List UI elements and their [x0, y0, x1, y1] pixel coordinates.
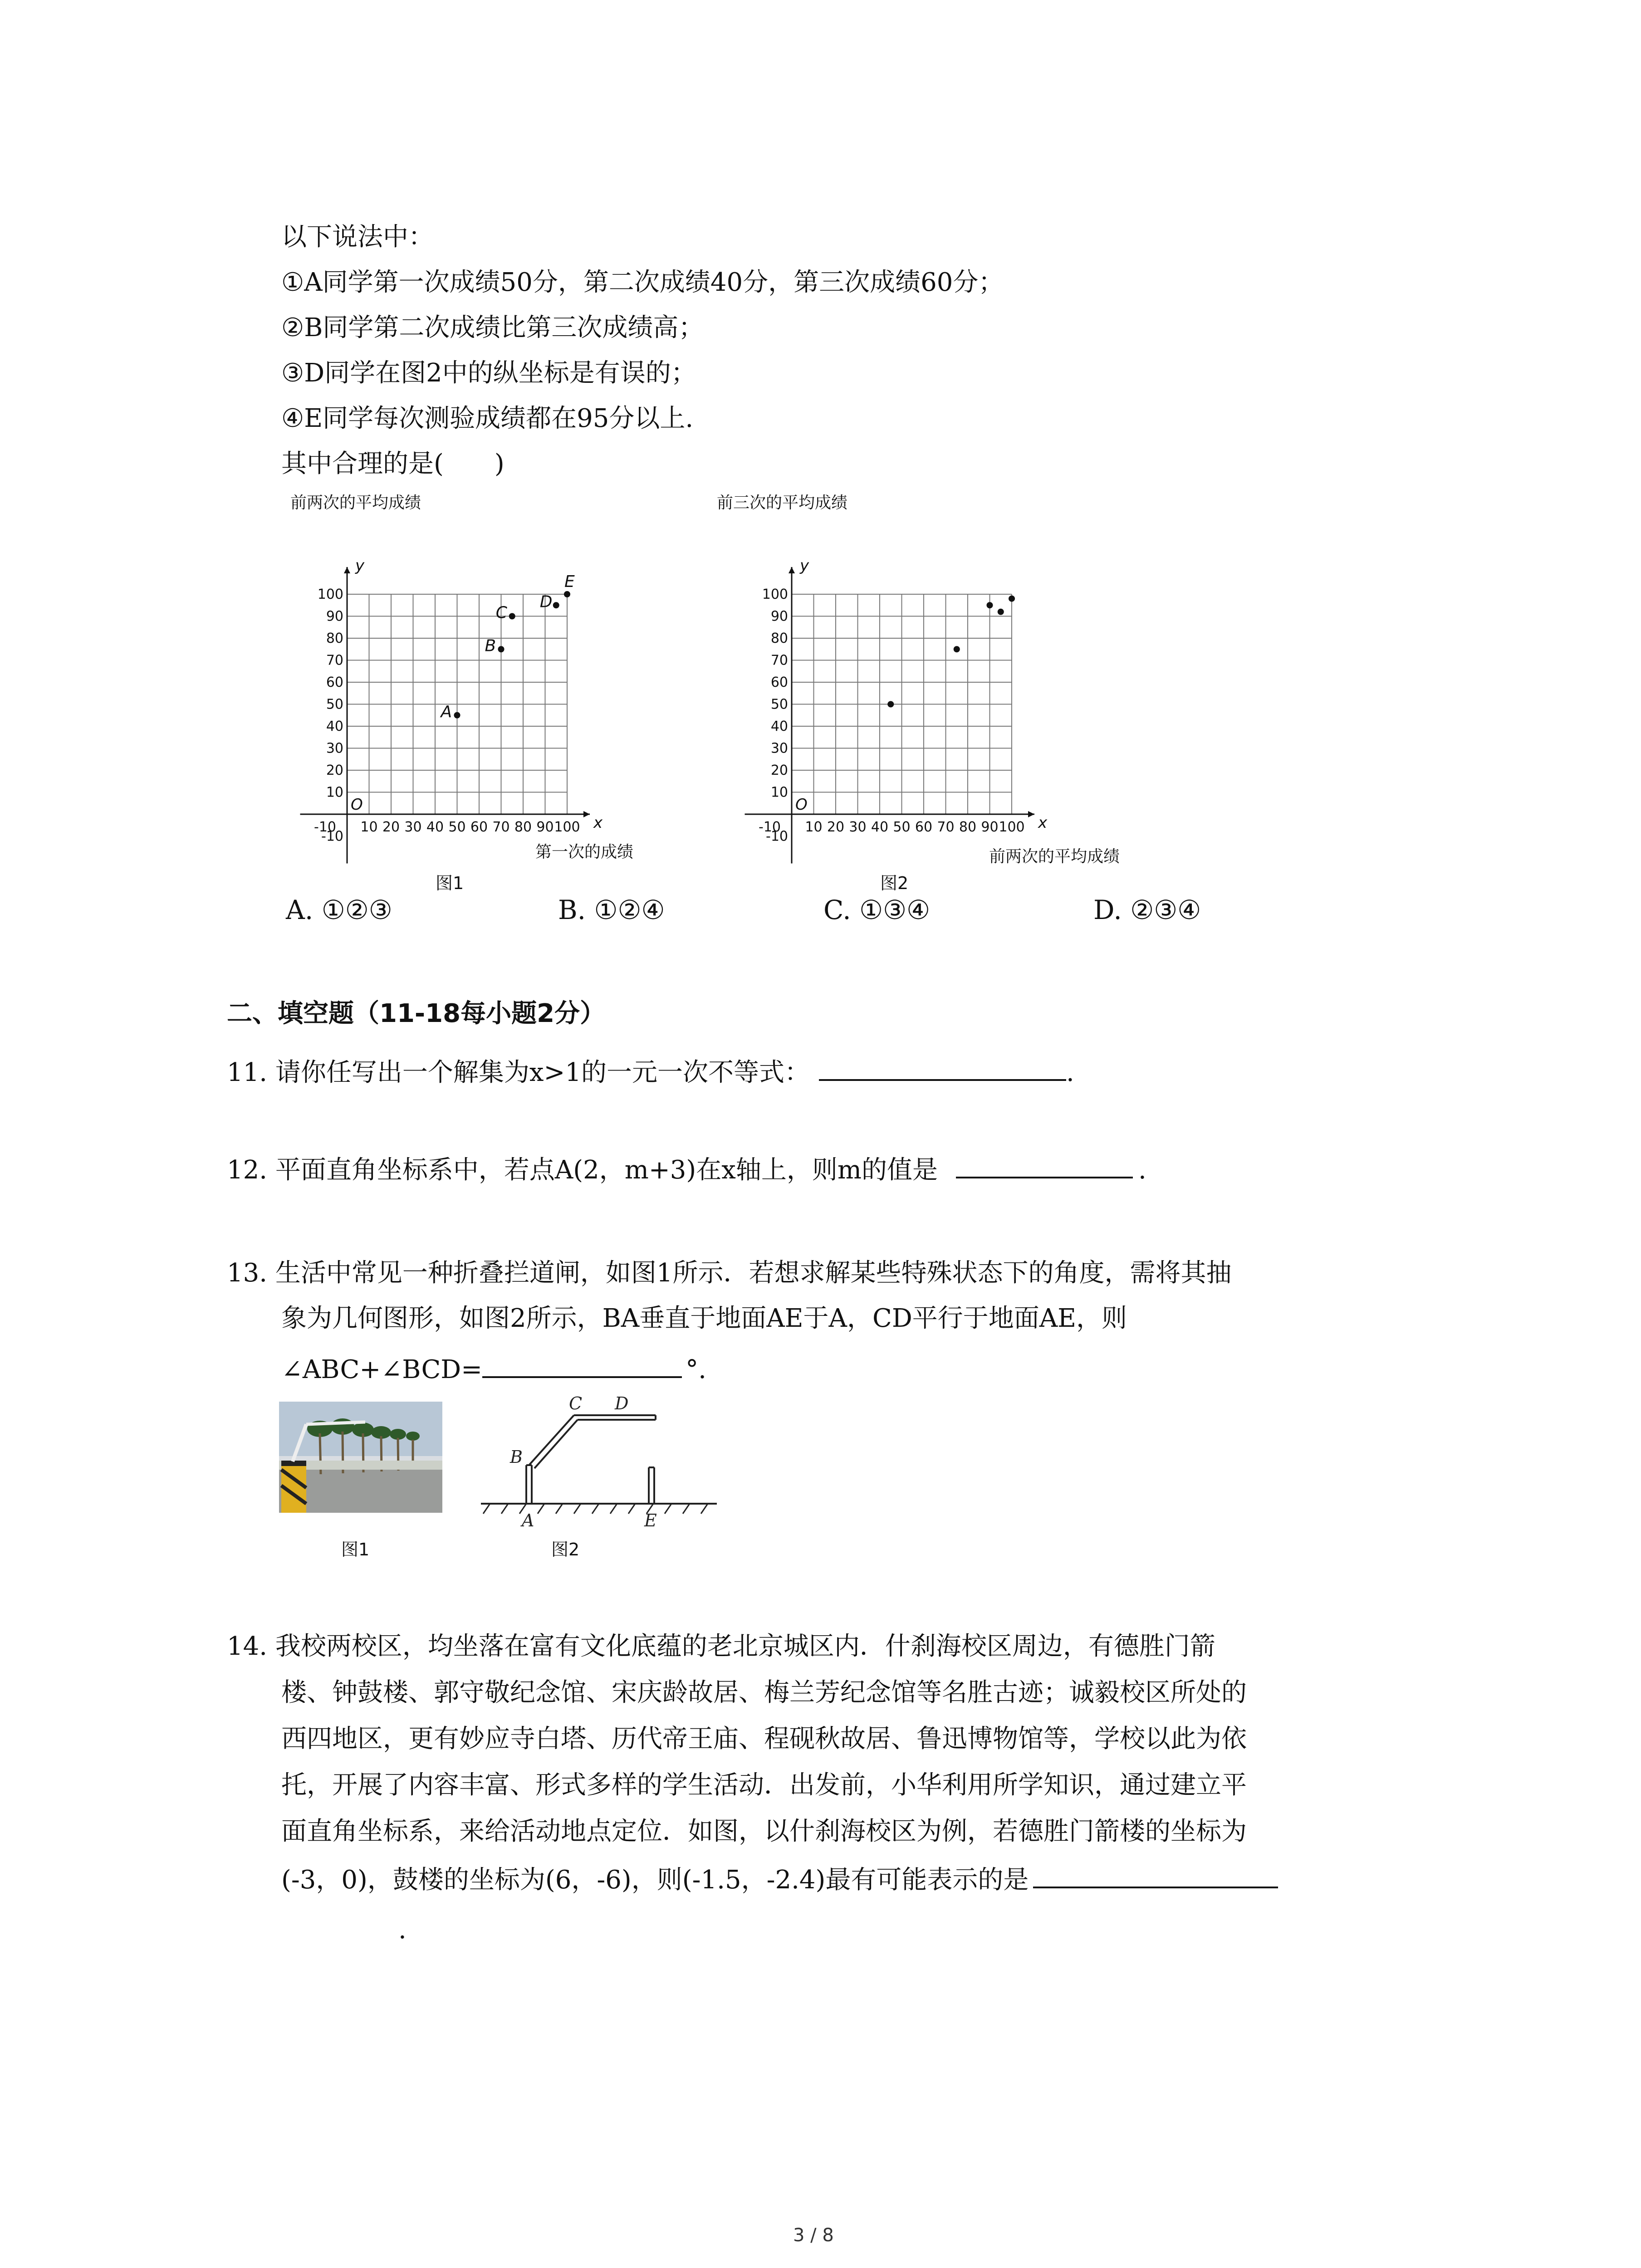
x-tick-label: 20 [827, 819, 845, 835]
y-tick-label: 90 [326, 608, 343, 625]
data-point [1009, 596, 1015, 602]
q13-line-1: 13. 生活中常见一种折叠拦道闸，如图1所示．若想求解某些特殊状态下的角度，需将其抽 [227, 1258, 1232, 1288]
q13-answer-blank[interactable] [482, 1352, 682, 1378]
q13-fig1-caption: 图1 [341, 1540, 370, 1559]
x-tick-label: 80 [959, 819, 977, 835]
q13-label-d: D [615, 1393, 629, 1413]
y-axis-arrow [789, 567, 795, 573]
point-label: E [564, 572, 575, 591]
x-tick-label: 100 [999, 819, 1025, 835]
x-tick-label: 10 [360, 819, 378, 835]
y-tick-label: 80 [770, 631, 788, 646]
y-tick-label: 20 [326, 763, 343, 778]
data-point [998, 609, 1004, 615]
q10-statement-2: ②B同学第二次成绩比第三次成绩高； [281, 313, 704, 342]
q10-statement-3: ③D同学在图2中的纵坐标是有误的； [281, 358, 696, 388]
y-tick-label: 10 [326, 784, 343, 801]
q11 [227, 1055, 1074, 1089]
barrier-gate-photo [279, 1402, 442, 1513]
barrier-gate-diagram [472, 1390, 726, 1529]
section-heading: 二、填空题（11-18每小题2分） [227, 999, 606, 1028]
x-axis-title: 前两次的平均成绩 [989, 847, 1120, 866]
q10-option-a[interactable]: A. ①②③ [286, 894, 392, 925]
y-axis-title: 前两次的平均成绩 [290, 494, 421, 512]
q11-end: . [1066, 1058, 1074, 1087]
q13-angle-expr: ∠ABC+∠BCD= [281, 1355, 483, 1384]
q13-fig2-caption: 图2 [551, 1540, 580, 1559]
data-point [509, 613, 515, 620]
y-tick-label: 100 [317, 587, 343, 602]
y-tick-label: 60 [326, 675, 343, 690]
q10-question: 其中合理的是( ) [281, 449, 505, 479]
y-tick-label: 100 [762, 587, 788, 602]
q10-option-d[interactable]: D. ②③④ [1093, 894, 1201, 925]
x-tick-label: 30 [849, 819, 867, 835]
chart-caption: 图2 [880, 873, 909, 893]
data-point [987, 602, 993, 608]
q14-line-2: 楼、钟鼓楼、郭守敬纪念馆、宋庆龄故居、梅兰芳纪念馆等名胜古迹；诚毅校区所处的 [281, 1678, 1247, 1707]
point-label: A [441, 702, 452, 721]
origin-label: O [795, 796, 808, 814]
x-tick-label: 40 [871, 819, 889, 835]
q13-line-2: 象为几何图形，如图2所示，BA垂直于地面AE于A，CD平行于地面AE，则 [281, 1304, 1127, 1333]
data-point [954, 646, 960, 652]
q13-label-c: C [569, 1393, 583, 1413]
x-tick-label: 30 [404, 819, 422, 835]
x-tick-label: 50 [448, 819, 466, 835]
y-tick-label: 60 [770, 675, 788, 690]
q12-text: 12. 平面直角坐标系中，若点A(2，m+3)在x轴上，则m的值是 [227, 1155, 938, 1185]
y-tick-label: 70 [770, 652, 788, 669]
q13-label-b: B [510, 1447, 523, 1467]
x-axis-arrow [1028, 811, 1034, 817]
y-tick-label: 80 [326, 631, 343, 646]
y-axis-letter: y [355, 557, 365, 575]
q13-label-a: A [522, 1510, 534, 1529]
y-tick-label: 50 [770, 696, 788, 713]
data-point [553, 602, 559, 608]
y-tick-label: 50 [326, 696, 343, 713]
point-label: D [539, 592, 553, 611]
q13-line-3 [281, 1352, 706, 1386]
y-tick-label: 70 [326, 652, 343, 669]
page-number: 3 / 8 [793, 2225, 834, 2246]
data-point [498, 646, 505, 652]
data-point [887, 701, 894, 708]
x-axis-letter: x [1038, 814, 1048, 832]
x-tick-label: 70 [492, 819, 510, 835]
y-tick-label: -10 [766, 828, 788, 845]
y-tick-label: 20 [770, 763, 788, 778]
y-tick-label: 90 [770, 608, 788, 625]
x-tick-label: 70 [937, 819, 955, 835]
x-tick-label: -10 [314, 819, 336, 835]
x-tick-label: -10 [759, 819, 781, 835]
x-tick-label: 60 [470, 819, 488, 835]
q14-line-1: 14. 我校两校区，均坐落在富有文化底蕴的老北京城区内．什刹海校区周边，有德胜门箭 [227, 1632, 1215, 1661]
x-tick-label: 50 [893, 819, 911, 835]
x-tick-label: 40 [426, 819, 444, 835]
y-tick-label: 30 [326, 740, 343, 757]
q10-statement-4: ④E同学每次测验成绩都在95分以上. [281, 404, 694, 433]
y-tick-label: 30 [770, 740, 788, 757]
x-tick-label: 100 [554, 819, 580, 835]
q14-line-5: 面直角坐标系，来给活动地点定位．如图，以什刹海校区为例，若德胜门箭楼的坐标为 [281, 1817, 1247, 1846]
q10-option-c[interactable]: C. ①③④ [823, 894, 931, 925]
point-label: B [485, 636, 496, 655]
q12 [227, 1152, 1146, 1186]
grid [792, 594, 1012, 814]
x-tick-label: 90 [536, 819, 554, 835]
y-axis-title: 前三次的平均成绩 [717, 494, 848, 512]
grid [347, 594, 567, 814]
q11-text: 11. 请你任写出一个解集为x>1的一元一次不等式： [227, 1058, 810, 1087]
q14-line-4: 托，开展了内容丰富、形式多样的学生活动．出发前，小华利用所学知识，通过建立平 [281, 1770, 1247, 1800]
x-tick-label: 10 [805, 819, 823, 835]
y-tick-label: 40 [326, 719, 343, 734]
x-tick-label: 20 [382, 819, 400, 835]
q13-end: °. [686, 1355, 706, 1384]
x-tick-label: 90 [981, 819, 999, 835]
y-tick-label: -10 [321, 828, 343, 845]
y-axis-letter: y [800, 557, 809, 575]
q11-answer-blank[interactable] [819, 1055, 1066, 1081]
x-tick-label: 60 [915, 819, 933, 835]
y-tick-label: 10 [770, 784, 788, 801]
q14-line-6-text: (-3，0)，鼓楼的坐标为(6，-6)，则(-1.5，-2.4)最有可能表示的是 [281, 1865, 1029, 1895]
x-tick-label: 80 [514, 819, 532, 835]
x-axis-letter: x [593, 814, 603, 832]
y-axis-arrow [344, 567, 350, 573]
y-tick-label: 40 [770, 719, 788, 734]
q12-end: . [1138, 1155, 1146, 1185]
q14-end: . [398, 1915, 407, 1945]
scatter-chart-1 [272, 485, 681, 894]
q10-intro: 以下说法中： [281, 222, 434, 252]
q10-statement-1: ①A同学第一次成绩50分，第二次成绩40分，第三次成绩60分； [281, 268, 1004, 297]
chart-caption: 图1 [436, 873, 464, 893]
scatter-chart-2 [708, 485, 1161, 894]
q14-line-3: 西四地区，更有妙应寺白塔、历代帝王庙、程砚秋故居、鲁迅博物馆等，学校以此为依 [281, 1724, 1247, 1754]
x-axis-arrow [583, 811, 590, 817]
q12-answer-blank[interactable] [956, 1152, 1133, 1178]
x-axis-title: 第一次的成绩 [535, 843, 634, 861]
q14-answer-blank[interactable] [1033, 1862, 1278, 1888]
origin-label: O [351, 796, 363, 814]
point-label: C [495, 603, 507, 622]
data-point [454, 712, 460, 719]
q10-option-b[interactable]: B. ①②④ [558, 894, 665, 925]
data-point [564, 591, 570, 597]
q13-label-e: E [644, 1510, 657, 1529]
q14-line-6 [281, 1862, 1278, 1896]
